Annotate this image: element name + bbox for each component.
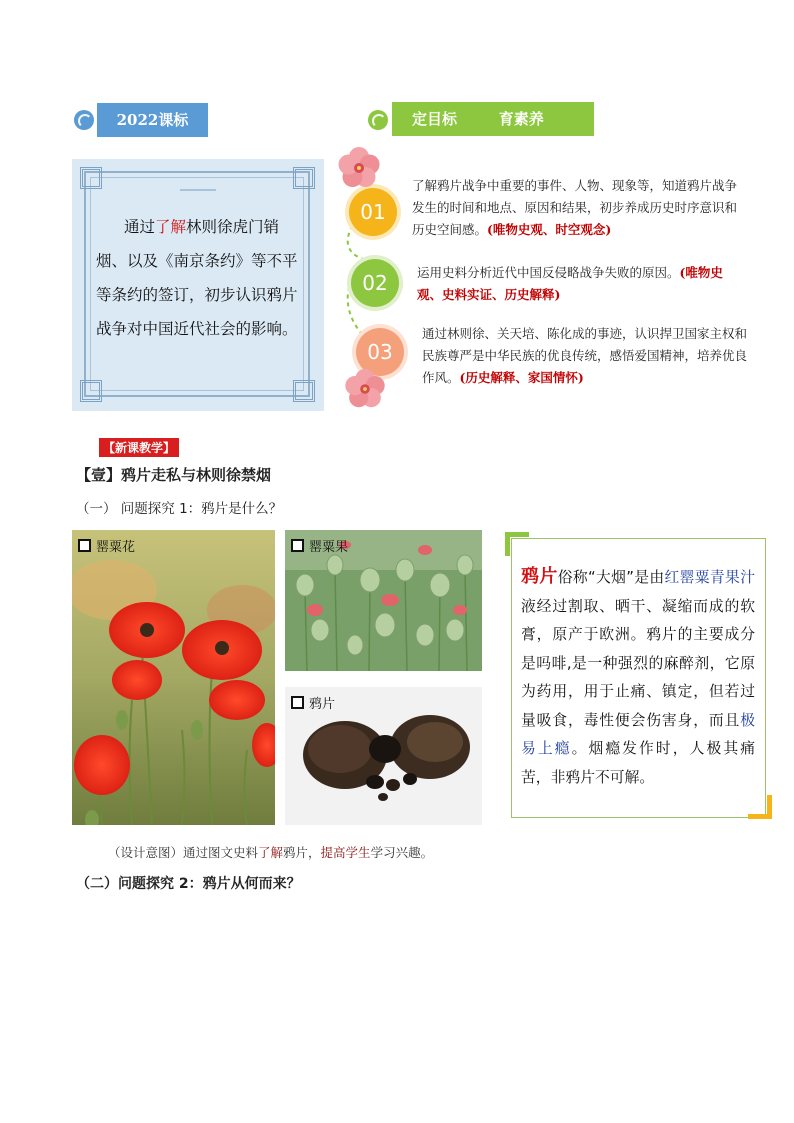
card-text-2: 液经过割取、晒干、凝缩而成的软膏，原产于欧洲。鸦片的主要成分是吗啡,是一种强烈的麻醉剂，它原为药用，用于止痛、镇定，但若过量吸食，毒性便会伤害身，而且 <box>521 597 755 729</box>
question-2: （二）问题探究 2：鸦片从何而来？ <box>76 876 301 892</box>
goal-1-body: 了解鸦片战争中重要的事件、人物、现象等，知道鸦片战争发生的时间和地点、原因和结果，初步养成历史时序意识和历史空间感。 <box>412 178 738 237</box>
goal-number-01: 01 <box>349 188 397 236</box>
goal-3-emphasis: (历史解释、家国情怀) <box>459 370 584 385</box>
intent-part-a: （设计意图）通过图文史料 <box>108 845 259 860</box>
intent-part-e: 学习兴趣。 <box>370 845 434 860</box>
intent-part-c: 鸦片， <box>283 845 321 860</box>
poppy-flower-label <box>78 536 135 555</box>
poppy-flower-photo <box>72 530 275 825</box>
opium-photo <box>285 687 482 825</box>
section-title: 【壹】鸦片走私与林则徐禁烟 <box>76 466 272 484</box>
goal-3-text <box>422 323 747 389</box>
top-ornament-icon <box>180 189 216 191</box>
goal-number-03: 03 <box>356 328 404 376</box>
card-corner-top-icon <box>505 532 529 556</box>
card-highlight-2: 极易上瘾 <box>521 711 755 757</box>
goal-2-emphasis: (唯物史观、史料实证、历史解释) <box>417 265 723 302</box>
opium-label <box>291 693 335 712</box>
goal-1-text <box>412 175 742 241</box>
goal-2-body: 运用史料分析近代中国反侵略战争失败的原因。 <box>417 265 680 280</box>
poppy-fruit-caption: 罂粟果 <box>309 540 349 555</box>
checkbox-icon <box>291 539 304 552</box>
card-highlight-1: 红罂粟青果汁 <box>664 569 755 586</box>
poppy-fruit-photo <box>285 530 482 671</box>
checkbox-icon <box>291 696 304 709</box>
corner-ornament-icon <box>293 167 315 189</box>
corner-ornament-icon <box>80 380 102 402</box>
poppy-fruit-label <box>291 536 348 555</box>
question-1: （一） 问题探究 1：鸦片是什么？ <box>76 501 283 517</box>
intent-part-b: 了解 <box>258 845 284 860</box>
design-intent <box>108 843 433 861</box>
poppy-flower-caption: 罂粟花 <box>96 540 136 555</box>
card-keyword: 鸦片 <box>521 566 558 587</box>
intent-part-d: 提高学生 <box>320 845 371 860</box>
curriculum-tag: 2022课标 <box>97 103 208 137</box>
checkbox-icon <box>78 539 91 552</box>
new-lesson-badge: 【新课教学】 <box>99 438 179 457</box>
plum-blossom-icon <box>341 365 389 413</box>
standard-highlight: 了解 <box>155 218 187 236</box>
card-text-3: 。烟瘾发作时，人极其痛苦，非鸦片不可解。 <box>521 740 755 786</box>
goal-1-emphasis: (唯物史观、时空观念) <box>487 222 612 237</box>
opium-caption: 鸦片 <box>309 697 336 712</box>
opium-info-text <box>521 563 755 792</box>
corner-ornament-icon <box>293 380 315 402</box>
corner-ornament-icon <box>80 167 102 189</box>
standard-part1: 通过 <box>124 218 156 236</box>
card-text-1: 俗称“大烟”是由 <box>557 569 665 586</box>
standard-part2: 林则徐虎门销烟、以及《南京条约》等不平等条约的签订，初步认识鸦片战争对中国近代社会的影响。 <box>96 218 298 338</box>
plum-blossom-icon <box>334 143 384 193</box>
card-corner-bottom-icon <box>748 795 772 819</box>
green-dot-icon <box>368 110 388 130</box>
goals-tag: 定目标 育素养 <box>392 102 594 136</box>
standard-text <box>96 210 306 346</box>
blue-dot-icon <box>74 110 94 130</box>
goal-number-02: 02 <box>351 259 399 307</box>
goal-2-text <box>417 262 732 306</box>
goal-3-body: 通过林则徐、关天培、陈化成的事迹，认识捍卫国家主权和民族尊严是中华民族的优良传统，感悟爱国精神，培养优良作风。 <box>422 326 748 385</box>
